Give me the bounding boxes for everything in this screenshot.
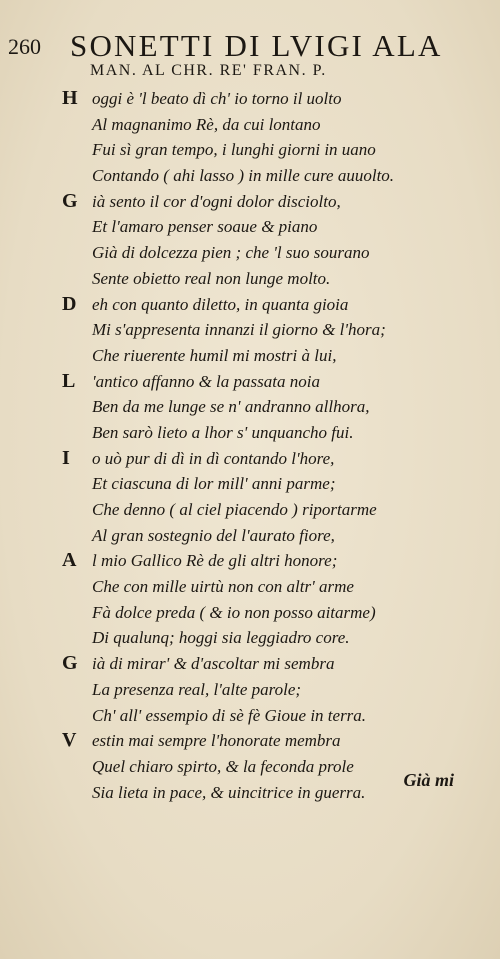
verse-line [64, 446, 484, 472]
verse-line [64, 86, 484, 112]
verse-text: 'antico affanno & la passata noia [92, 371, 320, 391]
verse-text: ià di mirar' & d'ascoltar mi sembra [92, 654, 335, 674]
verse-line: La presenza real, l'alte parole; [92, 679, 302, 699]
verse-line: Di qualunq; hoggi sia leggiadro core. [92, 628, 350, 648]
verse-line [64, 369, 484, 395]
verse-text: estin mai sempre l'honorate membra [92, 731, 341, 751]
verse-line [64, 548, 484, 574]
verse-line: Et ciascuna di lor mill' anni parme; [92, 474, 336, 494]
verse-line: Mi s'appresenta innanzi il giorno & l'hora; [92, 320, 386, 340]
verse-line: Sente obietto real non lunge molto. [92, 268, 331, 288]
verse-line: Fui sì gran tempo, i lunghi giorni in uano [92, 140, 376, 160]
page-subtitle: MAN. AL CHR. RE' FRAN. P. [90, 62, 327, 79]
page-title: SONETTI DI LVIGI ALA [70, 28, 443, 63]
verse-text: ià sento il cor d'ogni dolor disciolto, [92, 191, 341, 211]
verse-line: Ch' all' essempio di sè fè Gioue in terra. [92, 705, 367, 725]
running-header [8, 16, 488, 79]
verse-text: l mio Gallico Rè de gli altri honore; [92, 551, 338, 571]
verse-line: Ben da me lunge se n' andranno allhora, [92, 397, 370, 417]
verse-text: oggi è 'l beato dì ch' io torno il uolto [92, 89, 342, 108]
verse-line: Fà dolce preda ( & io non posso aitarme) [92, 602, 376, 622]
verse-line [64, 651, 484, 677]
verse-line: Sia lieta in pace, & uincitrice in guerra. [92, 782, 366, 802]
verse-line: Che riuerente humil mi mostri à lui, [92, 345, 337, 365]
verse-line [64, 189, 484, 215]
stanza-initial: V [62, 729, 77, 752]
stanza-initial: I [62, 446, 70, 469]
verse-line: Quel chiaro spirto, & la feconda prole [92, 756, 354, 776]
verse-line: Ben sarò lieto a lhor s' unquancho fui. [92, 422, 354, 442]
verse-line [64, 292, 484, 318]
verse-line: Contando ( ahi lasso ) in mille cure auuolto. [92, 166, 395, 186]
stanza-initial: L [62, 369, 76, 392]
page-number: 260 [8, 34, 41, 59]
verse-line: Che con mille uirtù non con altr' arme [92, 577, 354, 597]
verse-line: Che denno ( al ciel piacendo ) riportarme [92, 500, 377, 519]
verse-text: eh con quanto diletto, in quanta gioia [92, 294, 349, 314]
stanza-initial: H [62, 87, 78, 109]
verse-line: Al magnanimo Rè, da cui lontano [92, 114, 321, 134]
stanza-initial: G [62, 652, 78, 675]
verse-text: o uò pur di dì in dì contando l'hore, [92, 448, 335, 468]
verse-line: Al gran sostegnio del l'aurato fiore, [92, 525, 335, 545]
stanza-initial: G [62, 189, 78, 212]
catchword: Già mi [403, 770, 454, 790]
verse-line: Et l'amaro penser soaue & piano [92, 217, 318, 237]
verse-line: Già di dolcezza pien ; che 'l suo sourano [92, 243, 370, 263]
stanza-initial: D [62, 292, 77, 315]
stanza-initial: A [62, 549, 77, 572]
poem-body [64, 86, 484, 805]
verse-line [64, 728, 484, 754]
